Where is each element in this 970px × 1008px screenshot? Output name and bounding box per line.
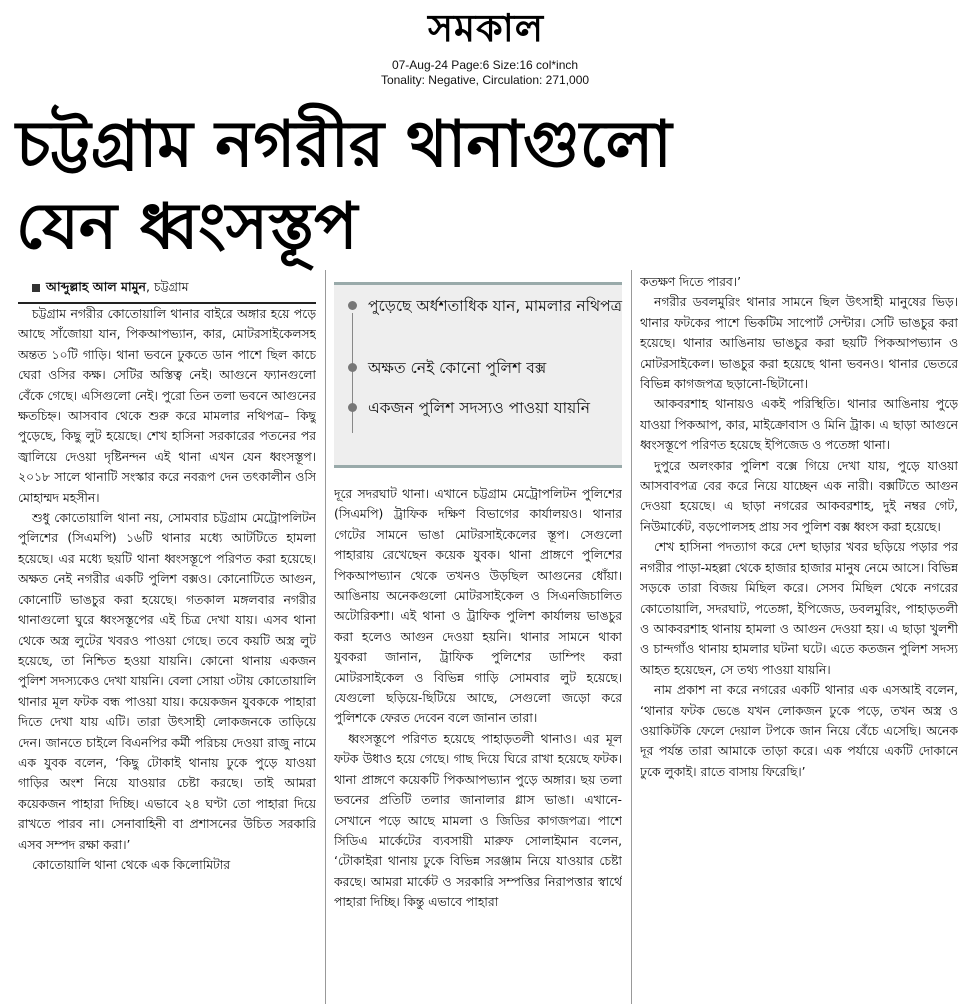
byline xyxy=(18,274,316,304)
highlight-item xyxy=(348,397,632,419)
article-column-1 xyxy=(18,274,316,1004)
paragraph: কতক্ষণ দিতে পারব।’ xyxy=(640,275,742,289)
column-rule-1 xyxy=(325,270,326,1004)
paragraph: ধ্বংসস্তূপে পরিণত হয়েছে পাহাড়তলী থানাও। এর মূল ফটক উধাও হয়ে গেছে। গাছ দিয়ে ঘিরে রাখা হয়েছে ফটক। থানা প্রাঙ্গণে কয়েকটি পিকআপভ্যান পুড়ে অঙ্গার। ছয় তলা ভবনের প্রতিটি তলার জানালার গ্লাস ভাঙা। এখানে-সেখানে পড়ে আছে মামলা ও জিডির কাগজপত্র। পাশে সিডিএ মার্কেটের ব্যবসায়ী মারুফ সোলাইমান বলেন, ‘টোকাইরা থানায় ঢুকে বিভিন্ন সরঞ্জাম নিয়ে যাওয়ার চেষ্টা করছে। আমরা মার্কেট ও সরকারি সম্পত্তির নিরাপত্তার স্বার্থে পাহারা দিচ্ছি। কিন্তু এভাবে পাহারা xyxy=(334,731,622,910)
paragraph: নগরীর ডবলমুরিং থানার সামনে ছিল উৎসাহী মানুষের ভিড়। থানার ফটকের পাশে ভিকটিম সাপোর্ট সেন্টার। সেটি ভাঙচুর করা হয়েছে। থানার আঙিনায় ভাঙচুর করা ছয়টি পিকআপভ্যান ও মোটরসাইকেল। ভাঙচুর করা হয়েছে থানা ভবনও। থানার ভেতরে বিভিন্ন কাগজপত্র ছড়ানো-ছিটানো। xyxy=(640,295,958,392)
highlight-item xyxy=(348,295,632,317)
newspaper-logo: সমকাল xyxy=(427,6,545,50)
highlight-item xyxy=(348,357,632,379)
headline-line-2: যেন ধ্বংসস্তূপ xyxy=(16,190,358,264)
byline-square-icon xyxy=(32,284,40,292)
byline-author: আব্দুল্লাহ আল মামুন xyxy=(46,279,147,294)
byline-location: , চট্টগ্রাম xyxy=(146,279,189,294)
bullet-dot-icon xyxy=(348,403,357,412)
bullet-dot-icon xyxy=(348,363,357,372)
article-column-3 xyxy=(640,272,958,1002)
bullet-dot-icon xyxy=(348,301,357,310)
paragraph: আকবরশাহ থানায়ও একই পরিস্থিতি। থানার আঙিনায় পুড়ে যাওয়া পিকআপ, কার, মাইক্রোবাস ও মিনি ট্রাক। এ ছাড়া আগুনে ধ্বংসস্তূপে পরিণত হয়েছে ইপিজেড ও পতেঙ্গা থানা। xyxy=(640,397,958,453)
column-rule-2 xyxy=(631,270,632,1004)
highlights-box xyxy=(334,282,622,468)
paragraph: শেখ হাসিনা পদত্যাগ করে দেশ ছাড়ার খবর ছড়িয়ে পড়ার পর নগরীর পাড়া-মহল্লা থেকে হাজার হাজার মানুষ নেমে আসে। বিভিন্ন সড়কে তারা বিজয় মিছিল করে। সেসব মিছিল থেকে নগরের কোতোয়ালি, সদরঘাট, পতেঙ্গা, ইপিজেড, ডবলমুরিং, পাহাড়তলী ও আকবরশাহ থানায় হামলা ও আগুন দেওয়া হয়। এ ছাড়া খুলশী ও চান্দগাঁও থানায় হামলার ঘটনা ঘটে। এতে কতজন পুলিশ সদস্য আহত হয়েছেন, সে তথ্য পাওয়া যায়নি। xyxy=(640,540,958,677)
highlight-text: পুড়েছে অর্ধশতাধিক যান, মামলার নথিপত্র xyxy=(368,297,623,315)
paragraph: কোতোয়ালি থানা থেকে এক কিলোমিটার xyxy=(32,857,231,872)
paragraph: দুপুরে অলংকার পুলিশ বক্সে গিয়ে দেখা যায়, পুড়ে যাওয়া আসবাবপত্র বের করে নিয়ে যাচ্ছেন এক নারী। বক্সটিতে আগুন দেওয়া হয়েছে। এ ছাড়া নগরের আকবরশাহ, দুই নম্বর গেট, নিউমার্কেট, বড়পোলসহ প্রায় সব পুলিশ বক্স ধ্বংস করা হয়েছে। xyxy=(640,458,958,534)
highlight-text: একজন পুলিশ সদস্যও পাওয়া যায়নি xyxy=(368,399,590,417)
paragraph: নাম প্রকাশ না করে নগরের একটি থানার এক এসআই বলেন, ‘থানার ফটক ভেঙে যখন লোকজন ঢুকে পড়ে, তখন অস্ত্র ও ওয়াকিটকি ফেলে দেয়াল টপকে জান নিয়ে বেঁচে এসেছি। অনেক দূর পর্যন্ত তারা আমাকে তাড়া করে। এক পর্যায়ে একটি দোকানে ঢুকে লুকাই। রাতে বাসায় ফিরেছি।’ xyxy=(640,683,958,779)
paragraph: চট্টগ্রাম নগরীর কোতোয়ালি থানার বাইরে অঙ্গার হয়ে পড়ে আছে সাঁজোয়া যান, পিকআপভ্যান, কার, মোটরসাইকেলসহ অন্তত ১০টি গাড়ি। থানা ভবনে ঢুকতে ডান পাশে ছিল কাচে ঘেরা ওসির কক্ষ। সেটির অস্তিত্ব নেই। আগুনে ফ্যানগুলো বেঁকে গেছে। এসিগুলো নেই। পুরো তিন তলা ভবনে আগুনের ক্ষতচিহ্ন। আসবাব থেকে শুরু করে মামলার নথিপত্র– কিছু পুড়েছে, কিছু লুট হয়েছে। শেখ হাসিনা সরকারের পতনের পর জ্বালিয়ে দেওয়া দৃষ্টিনন্দন এই থানা এখন যেন ধ্বংসস্তূপ। ২০১৮ সালে থানাটি সংস্কার করে নবরূপ দেন তৎকালীন ওসি মোহাম্মদ মহসীন। xyxy=(18,307,316,505)
article-column-2 xyxy=(334,484,622,1004)
article-headline xyxy=(16,104,956,268)
paragraph: শুধু কোতোয়ালি থানা নয়, সোমবার চট্টগ্রাম মেট্রোপলিটন পুলিশের (সিএমপি) ১৬টি থানার মধ্যে আটটিতে হামলা হয়েছে। এর মধ্যে ছয়টি থানা ধ্বংসস্তূপে পরিণত করা হয়েছে। অক্ষত নেই নগরীর একটি পুলিশ বক্সও। কোনোটিতে আগুন, কোনোটি ভাঙচুর করা হয়েছে। গতকাল মঙ্গলবার নগরীর থানাগুলো ঘুরে ধ্বংসস্তূপের এই চিত্র দেখা যায়। এসব থানা থেকে অস্ত্র লুটের খবরও পাওয়া গেছে। তবে কয়টি অস্ত্র লুট হয়েছে, তা নিশ্চিত হওয়া যায়নি। কোনো থানায় একজন পুলিশ সদস্যকেও দেখা যায়নি। বেলা সোয়া ৩টায় কোতোয়ালি থানার মূল ফটক বন্ধ পাওয়া যায়। কয়েকজন যুবককে পাহারা দিতে দেখা যায় এটি। তারা উৎসাহী লোকজনকে তাড়িয়ে দেন। জানতে চাইলে বিএনপির কর্মী পরিচয় দেওয়া রাজু নামে এক যুবক বলেন, ‘কিছু টোকাই থানায় ঢুকে পুড়ে যাওয়া গাড়ির অংশ নিয়ে যাওয়ার চেষ্টা করছে। তাই আমরা কয়েকজন পাহারা দিচ্ছি। এভাবে ২৪ ঘণ্টা তো পাহারা দিয়ে রাখতে পারব না। সেনাবাহিনী বা প্রশাসনের উচিত সরকারি এসব সম্পদ রক্ষা করা।’ xyxy=(18,511,316,852)
clipping-tonality-circulation: Tonality: Negative, Circulation: 271,000 xyxy=(380,73,590,87)
headline-line-1: চট্টগ্রাম নগরীর থানাগুলো xyxy=(16,108,672,182)
highlight-text: অক্ষত নেই কোনো পুলিশ বক্স xyxy=(368,359,547,377)
paragraph: দূরে সদরঘাট থানা। এখানে চট্টগ্রাম মেট্রোপলিটন পুলিশের (সিএমপি) ট্রাফিক দক্ষিণ বিভাগের কার্যালয়ও। থানার গেটের সামনে ভাঙা মোটরসাইকেলের স্তূপ। সেগুলো পাহারায় রেখেছেন কয়েক যুবক। থানা প্রাঙ্গণে পুলিশের পিকআপভ্যান থেকে তখনও উড়ছিল আগুনের ধোঁয়া। আঙিনায় অনেকগুলো মোটরসাইকেল ও সিএনজিচালিত অটোরিকশা। এই থানা ও ট্রাফিক পুলিশ কার্যালয় ভাঙচুর করা হলেও আগুন দেওয়া হয়নি। থানার সামনে থাকা যুবকরা জানান, ট্রাফিক পুলিশের ডাম্পিং করা মোটরসাইকেল ও বিভিন্ন গাড়ি সোমবার লুট হয়েছে। যেগুলো ছড়িয়ে-ছিটিয়ে আছে, সেগুলো জড়ো করে পুলিশকে ফেরত দেবেন বলে জানান তারা। xyxy=(334,487,622,726)
clipping-date-page-size: 07-Aug-24 Page:6 Size:16 col*inch xyxy=(391,58,579,72)
